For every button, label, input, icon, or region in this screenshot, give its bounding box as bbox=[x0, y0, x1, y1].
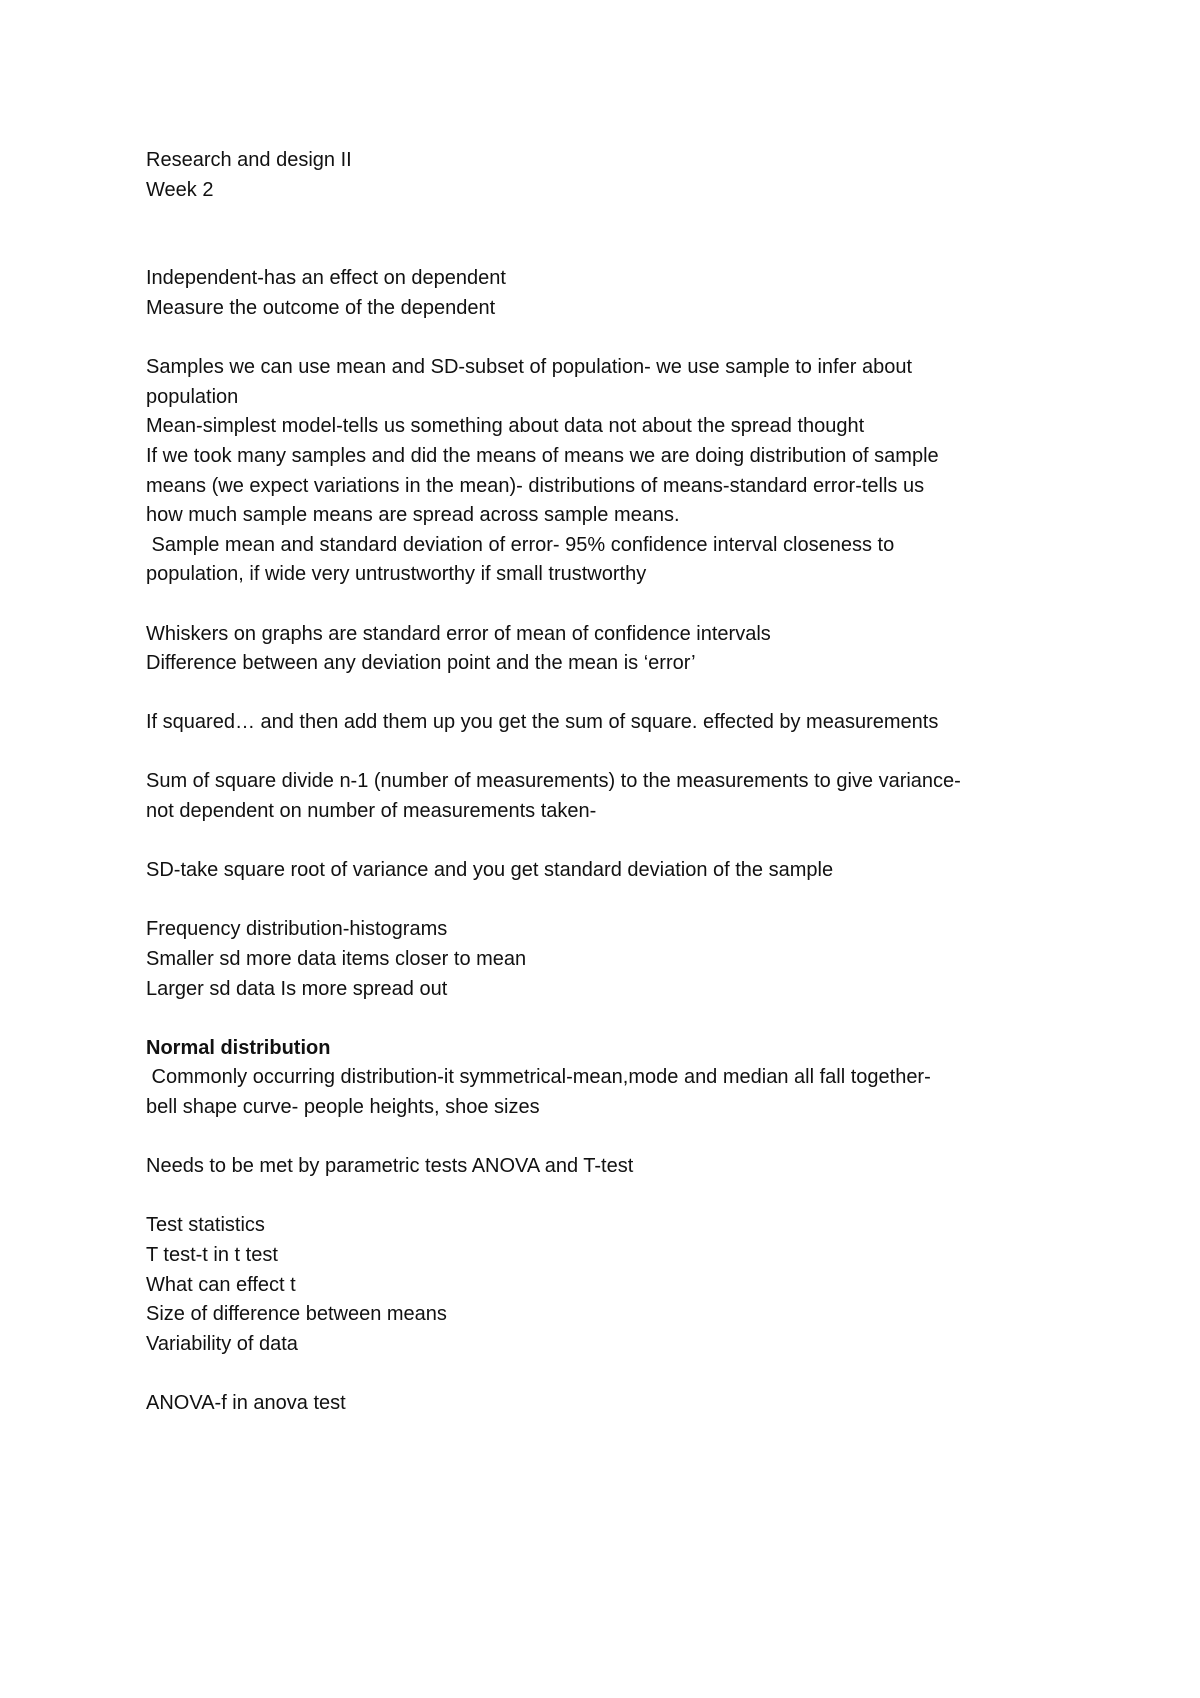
text-line: Independent-has an effect on dependent bbox=[146, 267, 506, 290]
text-line: What can effect t bbox=[146, 1273, 296, 1296]
text-line: population bbox=[146, 385, 239, 408]
spacer bbox=[146, 205, 1086, 264]
paragraph-7 bbox=[146, 915, 1086, 1004]
spacer bbox=[146, 1123, 1086, 1153]
document-subtitle: Week 2 bbox=[146, 178, 214, 201]
spacer bbox=[146, 1182, 1086, 1212]
text-line: Size of difference between means bbox=[146, 1303, 447, 1326]
text-line: T test-t in t test bbox=[146, 1243, 278, 1266]
text-line: how much sample means are spread across sample means. bbox=[146, 504, 680, 527]
text-line: Mean-simplest model-tells us something about data not about the spread thought bbox=[146, 415, 865, 438]
spacer bbox=[146, 738, 1086, 768]
spacer bbox=[146, 1359, 1086, 1389]
section-heading: Normal distribution bbox=[146, 1036, 331, 1059]
text-line: Larger sd data Is more spread out bbox=[146, 977, 448, 1000]
text-line: If squared… and then add them up you get the sum of square. effected by measurements bbox=[146, 711, 939, 734]
spacer bbox=[146, 1004, 1086, 1034]
text-line: population, if wide very untrustworthy if small trustworthy bbox=[146, 563, 647, 586]
spacer bbox=[146, 886, 1086, 916]
paragraph-3 bbox=[146, 620, 1086, 679]
spacer bbox=[146, 679, 1086, 709]
paragraph-10 bbox=[146, 1211, 1086, 1359]
text-line: not dependent on number of measurements taken- bbox=[146, 800, 597, 823]
paragraph-1 bbox=[146, 264, 1086, 323]
paragraph-6 bbox=[146, 856, 1086, 886]
text-line: ANOVA-f in anova test bbox=[146, 1391, 346, 1414]
text-line: Difference between any deviation point and the mean is ‘error’ bbox=[146, 652, 696, 675]
text-line: Sample mean and standard deviation of error- 95% confidence interval closeness to bbox=[146, 533, 895, 556]
text-line: Needs to be met by parametric tests ANOVA and T-test bbox=[146, 1155, 634, 1178]
document-title: Research and design II bbox=[146, 149, 352, 171]
paragraph-4 bbox=[146, 708, 1086, 738]
text-line: SD-take square root of variance and you get standard deviation of the sample bbox=[146, 859, 834, 882]
text-line: Sum of square divide n-1 (number of measurements) to the measurements to give variance- bbox=[146, 770, 961, 793]
text-line: Smaller sd more data items closer to mean bbox=[146, 948, 527, 971]
paragraph-9 bbox=[146, 1152, 1086, 1182]
text-line: means (we expect variations in the mean)- distributions of means-standard error-tells us bbox=[146, 474, 925, 497]
text-line: If we took many samples and did the means of means we are doing distribution of sample bbox=[146, 444, 939, 467]
paragraph-8 bbox=[146, 1034, 1086, 1123]
text-line: Whiskers on graphs are standard error of mean of confidence intervals bbox=[146, 622, 771, 645]
text-line: Variability of data bbox=[146, 1332, 298, 1355]
spacer bbox=[146, 324, 1086, 354]
text-line: Test statistics bbox=[146, 1214, 265, 1237]
paragraph-5 bbox=[146, 767, 1086, 826]
spacer bbox=[146, 827, 1086, 857]
paragraph-2 bbox=[146, 353, 1086, 590]
text-line: Commonly occurring distribution-it symmetrical-mean,mode and median all fall together- bbox=[146, 1066, 931, 1089]
text-line: Samples we can use mean and SD-subset of population- we use sample to infer about bbox=[146, 356, 912, 379]
paragraph-11 bbox=[146, 1389, 1086, 1419]
spacer bbox=[146, 590, 1086, 620]
text-line: Measure the outcome of the dependent bbox=[146, 296, 496, 319]
text-line: bell shape curve- people heights, shoe sizes bbox=[146, 1096, 540, 1118]
document-body bbox=[146, 146, 1086, 1419]
text-line: Frequency distribution-histograms bbox=[146, 918, 448, 941]
